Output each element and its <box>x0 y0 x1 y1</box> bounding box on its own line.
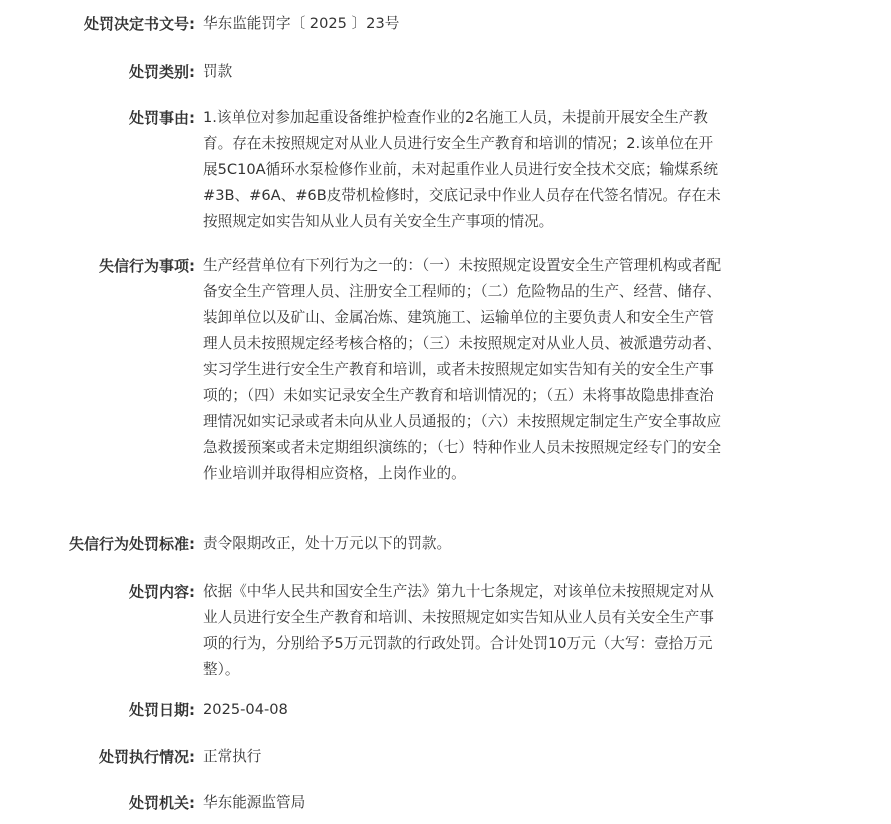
field-label: 失信行为事项: <box>99 257 195 275</box>
field-value: 华东能源监管局 <box>203 794 306 811</box>
field-dishonest-behavior <box>0 253 891 487</box>
field-execution-status <box>0 744 891 770</box>
field-label: 处罚内容: <box>129 583 195 601</box>
field-value: 正常执行 <box>203 748 262 765</box>
field-value: 生产经营单位有下列行为之一的：（一）未按照规定设置安全生产管理机构或者配备安全生产管理人员、注册安全工程师的；（二）危险物品的生产、经营、储存、装卸单位以及矿山、金属冶炼、建筑施工、运输单位的主要负责人和安全生产管理人员未按照规定经考核合格的；（三）未按照规定对从业人员、被派遣劳动者、实习学生进行安全生产教育和培训，或者未按照规定如实告知有关的安全生产事项的；（四）未如实记录安全生产教育和培训情况的；（五）未将事故隐患排查治理情况如实记录或者未向从业人员通报的；（六）未按照规定制定生产安全事故应急救援预案或者未定期组织演练的；（七）特种作业人员未按照规定经专门的安全作业培训并取得相应资格，上岗作业的。 <box>203 257 722 482</box>
field-value: 依据《中华人民共和国安全生产法》第九十七条规定，对该单位未按照规定对从业人员进行安全生产教育和培训、未按照规定如实告知从业人员有关安全生产事项的行为，分别给予5万元罚款的行政处罚。合计处罚10万元（大写：壹拾万元整）。 <box>203 583 714 678</box>
field-decision-number <box>0 11 891 37</box>
field-label: 处罚执行情况: <box>99 748 195 766</box>
field-label: 处罚机关: <box>129 794 195 812</box>
field-value: 责令限期改正，处十万元以下的罚款。 <box>203 535 452 552</box>
field-value: 2025-04-08 <box>203 701 288 718</box>
field-penalty-authority <box>0 790 891 816</box>
field-label: 处罚日期: <box>129 701 195 719</box>
field-value: 1.该单位对参加起重设备维护检查作业的2名施工人员，未提前开展安全生产教育。存在未按照规定对从业人员进行安全生产教育和培训的情况；2.该单位在开展5C10A循环水泵检修作业前，未对起重作业人员进行安全技术交底；输煤系统#3B、#6A、#6B皮带机检修时，交底记录中作业人员存在代签名情况。存在未按照规定如实告知从业人员有关安全生产事项的情况。 <box>203 109 721 230</box>
field-penalty-reason <box>0 105 891 235</box>
field-penalty-standard <box>0 531 891 557</box>
field-value: 华东监能罚字〔 2025 〕23号 <box>203 15 400 32</box>
field-penalty-category <box>0 59 891 85</box>
field-penalty-date <box>0 697 891 723</box>
field-label: 失信行为处罚标准: <box>69 535 195 553</box>
field-label: 处罚事由: <box>129 109 195 127</box>
field-label: 处罚类别: <box>129 63 195 81</box>
field-label: 处罚决定书文号: <box>84 15 195 33</box>
field-value: 罚款 <box>203 63 233 80</box>
field-penalty-content <box>0 579 891 683</box>
